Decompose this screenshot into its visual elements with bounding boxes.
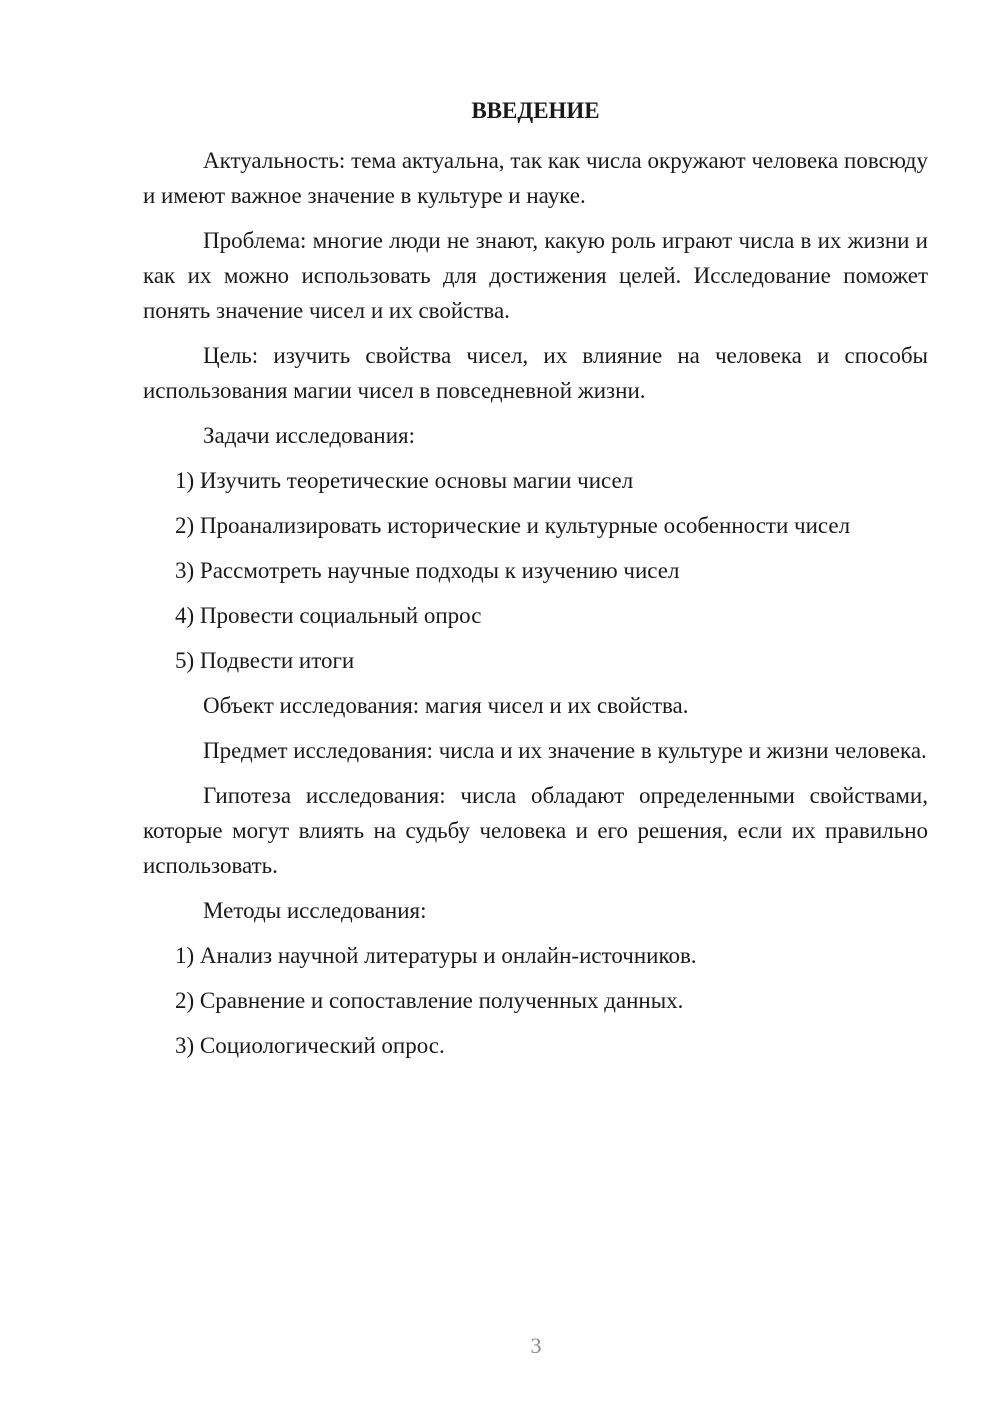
- problem-paragraph: Проблема: многие люди не знают, какую роль играют числа в их жизни и как их можно использовать для достижения целей. Исследование поможет понять значение чисел и их свойства.: [143, 228, 928, 323]
- document-body: [143, 95, 928, 1073]
- goal-paragraph: Цель: изучить свойства чисел, их влияние на человека и способы использования магии чисел в повседневной жизни.: [143, 343, 928, 403]
- page-number: 3: [530, 1333, 542, 1358]
- method-item-2: 2) Сравнение и сопоставление полученных данных.: [175, 988, 684, 1013]
- task-item-3: 3) Рассмотреть научные подходы к изучению чисел: [175, 558, 680, 583]
- task-item-1: 1) Изучить теоретические основы магии чисел: [175, 468, 634, 493]
- method-item-1: 1) Анализ научной литературы и онлайн-источников.: [175, 943, 697, 968]
- method-item-3: 3) Социологический опрос.: [175, 1033, 445, 1058]
- methods-heading: Методы исследования:: [203, 898, 427, 923]
- object-paragraph: Объект исследования: магия чисел и их свойства.: [203, 693, 689, 718]
- hypothesis-paragraph: Гипотеза исследования: числа обладают определенными свойствами, которые могут влиять на судьбу человека и его решения, если их правильно использовать.: [143, 783, 928, 878]
- page-title: ВВЕДЕНИЕ: [471, 98, 600, 123]
- task-item-2: 2) Проанализировать исторические и культурные особенности чисел: [175, 513, 851, 538]
- subject-paragraph: Предмет исследования: числа и их значение в культуре и жизни человека.: [203, 738, 927, 763]
- tasks-heading: Задачи исследования:: [203, 423, 416, 448]
- task-item-4: 4) Провести социальный опрос: [175, 603, 482, 628]
- relevance-paragraph: Актуальность: тема актуальна, так как числа окружают человека повсюду и имеют важное значение в культуре и науке.: [143, 148, 928, 208]
- task-item-5: 5) Подвести итоги: [175, 648, 355, 673]
